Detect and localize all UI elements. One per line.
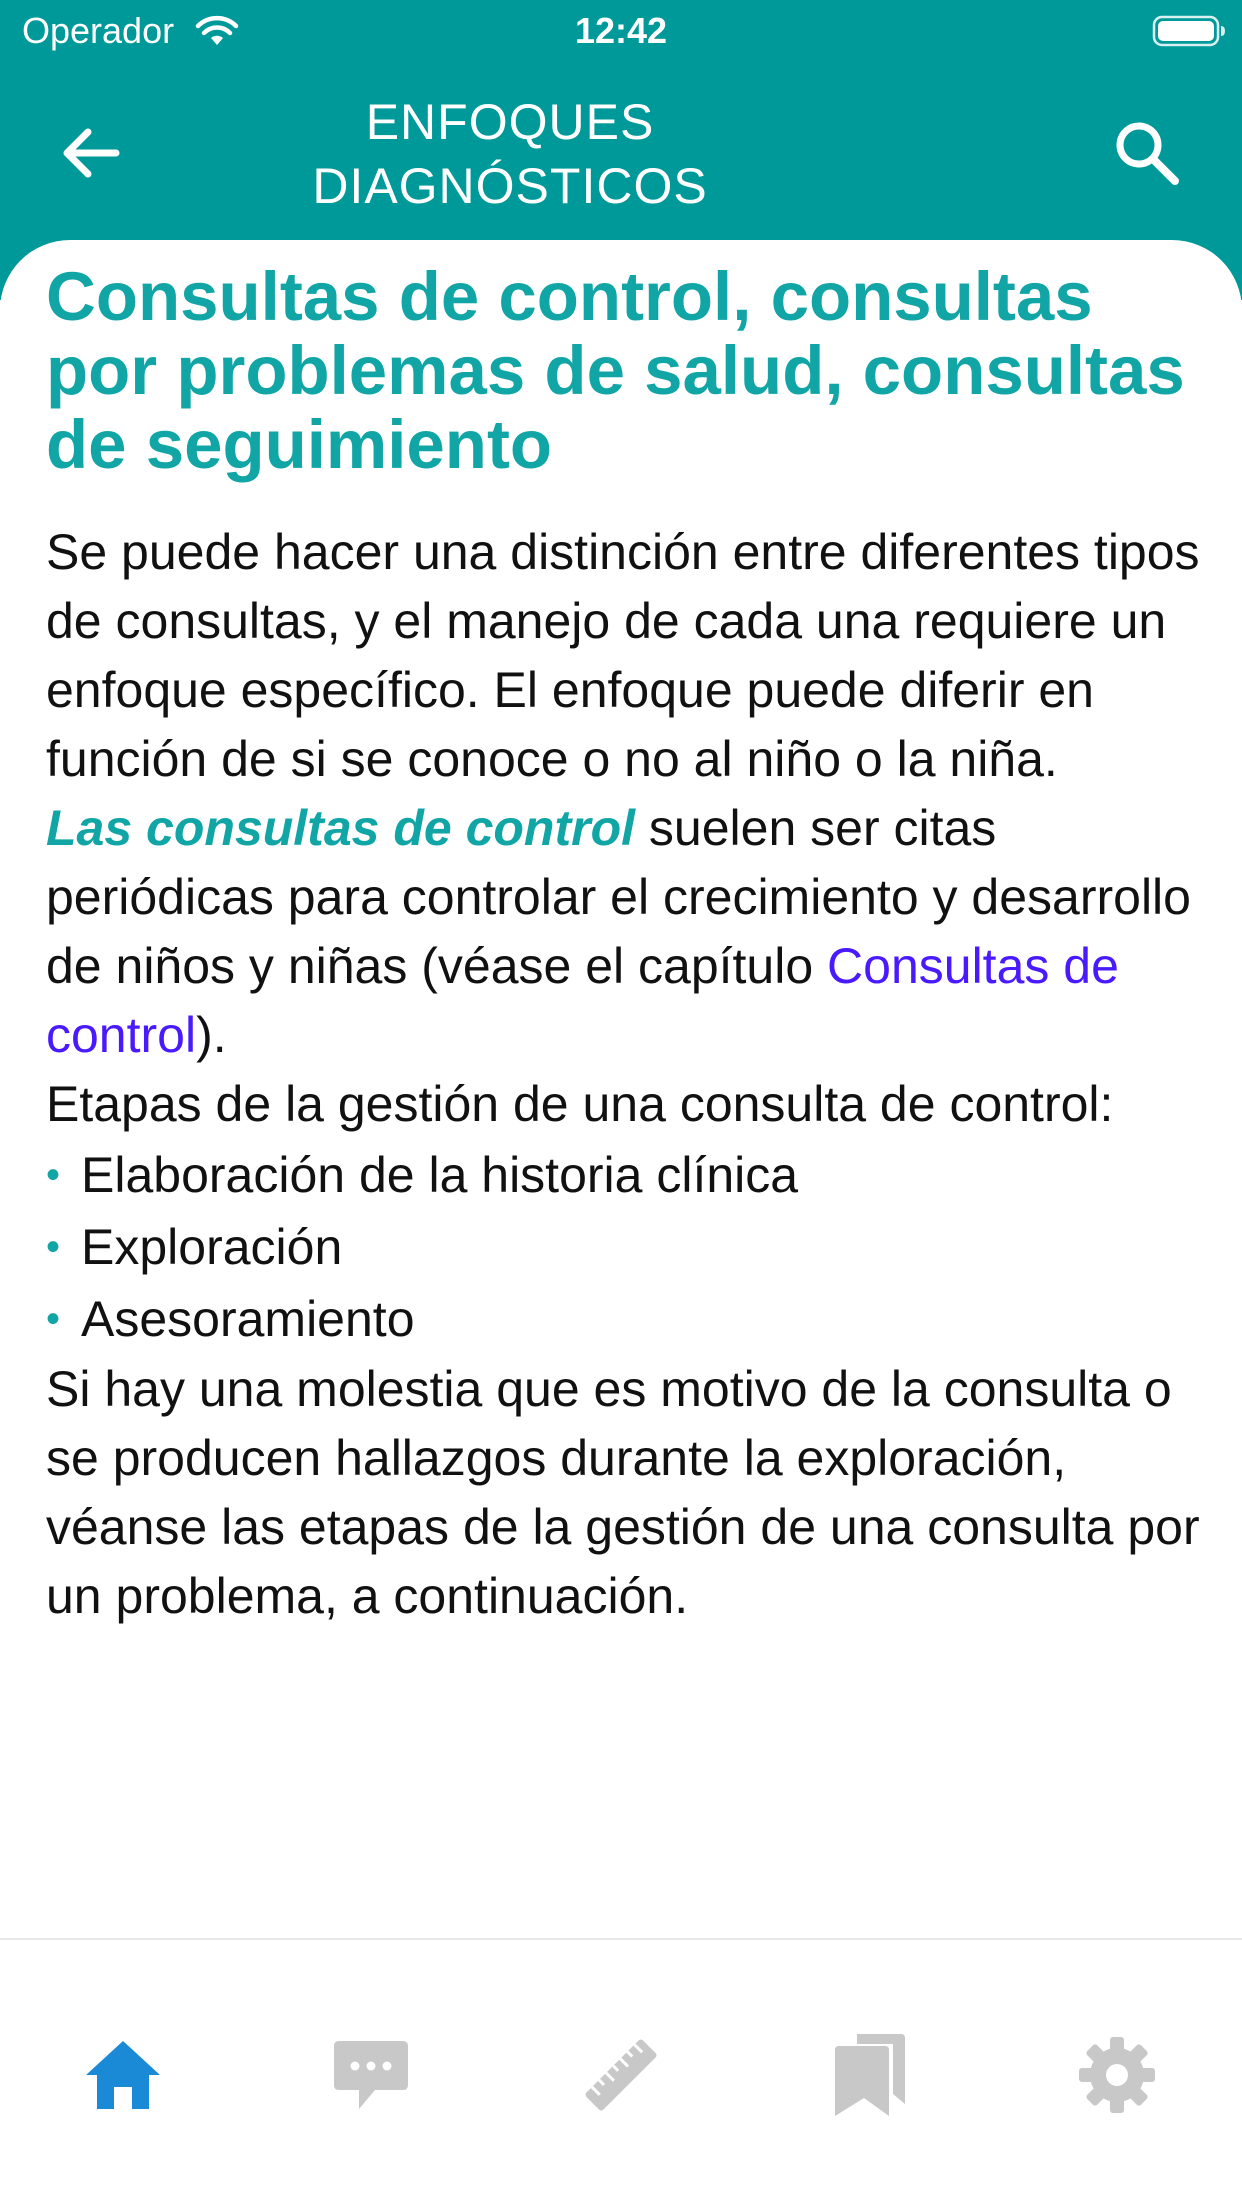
- back-button[interactable]: [48, 110, 134, 196]
- bullet-icon: •: [46, 1153, 61, 1197]
- list-item: [46, 1283, 1216, 1355]
- status-bar: [0, 0, 1242, 62]
- status-time: 12:42: [574, 10, 668, 51]
- bullet-icon: •: [46, 1297, 61, 1341]
- gear-icon: [1077, 2035, 1157, 2115]
- home-icon: [82, 2037, 164, 2113]
- carrier-label: Operador: [22, 10, 175, 51]
- navigation-bar: [0, 80, 1242, 230]
- list-item-text: Exploración: [81, 1219, 343, 1275]
- intro-paragraph: Se puede hacer una distinción entre diferentes tipos de consultas, y el manejo de cada una requiere un enfoque específico. El enfoque puede diferir en función de si se conoce o no al niño o la niña.: [46, 524, 1200, 787]
- tab-home[interactable]: [78, 2030, 168, 2120]
- search-button[interactable]: [1104, 110, 1190, 196]
- closing-paragraph: Si hay una molestia que es motivo de la consulta o se producen hallazgos durante la exploración, véanse las etapas de la gestión de una consulta por un problema, a continuación.: [46, 1361, 1200, 1624]
- stages-heading: Etapas de la gestión de una consulta de control:: [46, 1076, 1114, 1132]
- tab-settings[interactable]: [1072, 2030, 1162, 2120]
- control-text-end: ).: [196, 1007, 227, 1063]
- tab-tools[interactable]: [576, 2030, 666, 2120]
- list-item-text: Elaboración de la historia clínica: [81, 1147, 799, 1203]
- stages-list: [46, 1139, 1216, 1355]
- nav-title-line-2: DIAGNÓSTICOS: [312, 158, 708, 214]
- list-item-text: Asesoramiento: [81, 1291, 415, 1347]
- battery-icon: [1152, 14, 1226, 48]
- page-section-title: [260, 90, 760, 218]
- control-term: Las consultas de control: [46, 800, 636, 856]
- tab-bookmarks[interactable]: [824, 2030, 914, 2120]
- bullet-icon: •: [46, 1225, 61, 1269]
- article-content[interactable]: [0, 240, 1242, 1938]
- tab-bar: [0, 1938, 1242, 2210]
- arrow-left-icon: [58, 120, 124, 186]
- article-title: Consultas de control, consultas por problemas de salud, consultas de seguimiento: [46, 258, 1185, 483]
- control-chapter-link[interactable]: Consultas de control: [46, 938, 1119, 1063]
- control-paragraph: [46, 794, 1216, 1070]
- control-text: suelen ser citas periódicas para controlar el crecimiento y desarrollo de niños y niñas (véase el capítulo: [46, 800, 1191, 994]
- nav-title-line-1: ENFOQUES: [365, 94, 655, 150]
- ruler-icon: [580, 2034, 662, 2116]
- search-icon: [1112, 118, 1182, 188]
- chat-icon: [331, 2035, 411, 2115]
- bookmarks-icon: [831, 2032, 907, 2118]
- list-item: [46, 1139, 1216, 1211]
- list-item: [46, 1211, 1216, 1283]
- tab-messages[interactable]: [326, 2030, 416, 2120]
